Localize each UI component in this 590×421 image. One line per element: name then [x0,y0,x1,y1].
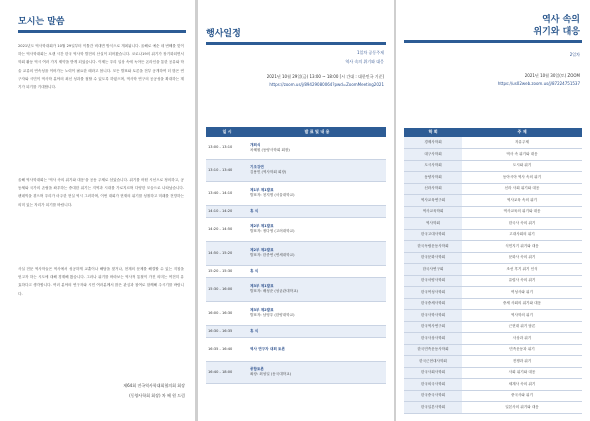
society-row [404,310,582,322]
topic-head: 주 제 [462,128,582,137]
schedule-presenter: 좌장: 최성일 (동국대학교) [250,372,292,376]
schedule-row [206,241,386,265]
society-topic: 한국사 속의 위기 [462,218,582,230]
greeting-paragraph-1: 2021년도 역사학대회가 10월 29일부터 이틀간 비대면 방식으로 개최됩니다. 올해로 예순 네 번째를 맞이하는 역사학대회는 오랜 시간 한국 역사학 발전의 산실이 되어왔습니다. 코로나19의 위기가 장기화되면서 학회 활동 역시 여러 가지 제약을 받게 되었습니다. 이제는 우리 일상 속에 녹아든 온라인을 통한 공유와 학술 교류의 연속성을 이어가는 노력이 필요한 때라고 봅니다. 모든 발표와 토론을 전부 공개하여 더 많은 연구자와 시민이 역사학 분야의 최신 성과를 접할 수 있도록 하였으며, 역사학 연구의 공공성을 확대하는 계기가 되기를 기대합니다. [18,44,184,90]
schedule-panel [198,0,394,421]
schedule-content [248,301,386,325]
schedule-row [206,159,386,181]
schedule-time: 13:40 - 14:10 [206,181,248,205]
society-topic: 고대사회의 위기 [462,229,582,241]
society-row [404,402,582,414]
schedule-content [248,325,386,337]
schedule-content [248,137,386,159]
schedule-title: 행사일정 [206,29,241,39]
society-topic: 조선 후기 위기 인식 [462,264,582,276]
schedule-time: 14:10 - 14:20 [206,205,248,217]
schedule-item: 제3부 제1발표 [250,284,274,289]
schedule-time: 14:50 - 15:20 [206,241,248,265]
day2-zoom-link[interactable]: https://us02web.zoom.us/j/87224751537 [497,81,580,86]
schedule-row [206,181,386,205]
schedule-row [206,205,386,217]
society-topic: 세계사 속의 위기 [462,379,582,391]
signature-line-1: 제64회 전국역사학대회협의회 회장 [123,383,185,388]
day2-label: 2일차 [569,52,580,57]
greeting-paragraph-2: 올해 역사학대회는 '역사 속의 위기와 대응'을 공동 주제로 삼았습니다. 위기를 어떤 시선으로 정의하고, 공동체와 국가의 존립을 좌우하는 중대한 위기는 지역과 시대를 가로지르며 다양한 모습으로 나타났습니다. 팬데믹을 겪으며 우리가 마주한 현실 역시 그러하며, 이번 대회가 현재의 위기를 성찰하고 미래를 전망하는 의미 있는 자리가 되기를 바랍니다. [18,178,184,207]
day2-divider [404,40,582,43]
society-topic: 근현대 위기 담론 [462,321,582,333]
society-topic: 일본사의 위기와 대응 [462,402,582,414]
schedule-content [248,241,386,265]
society-row [404,229,582,241]
society-topic: 중세 사회의 위기와 대응 [462,298,582,310]
society-name: 한국역사연구회 [404,321,462,333]
society-topic: 민족운동과 위기 [462,344,582,356]
schedule-item: 기조강연 [250,165,264,170]
society-name: 한국사학사학회 [404,310,462,322]
schedule-presenter: 발표자: 정다영 (고려대학교) [250,229,295,233]
society-name: 한국서양사학회 [404,275,462,287]
schedule-time: 16:40 - 18:00 [206,361,248,383]
society-topic: 식민지기 위기와 대응 [462,241,582,253]
society-topic: 문화사 속의 위기 [462,252,582,264]
schedule-time: 16:35 - 16:40 [206,337,248,361]
schedule-row [206,337,386,361]
society-topic: 역사 속 위기와 대응 [462,149,582,161]
society-name: 한국사연구회 [404,264,462,276]
society-name: 한국민족운동사학회 [404,344,462,356]
schedule-row [206,217,386,241]
society-topic: 신라 사회 위기와 대응 [462,183,582,195]
schedule-head-time: 일 시 [206,127,248,137]
society-row [404,379,582,391]
schedule-presenter: 발표자: 천지명 (서울대학교) [250,193,295,197]
society-name: 한국외국사학회 [404,379,462,391]
schedule-row [206,265,386,277]
schedule-content [248,265,386,277]
schedule-row [206,325,386,337]
schedule-time: 13:00 - 13:10 [206,137,248,159]
schedule-item: 종합토론 [250,367,264,372]
society-name: 한국독립운동사학회 [404,241,462,253]
schedule-time: 16:00 - 16:30 [206,301,248,325]
schedule-presenter: 발표자: 한종연 (연세대학교) [250,253,295,257]
society-table [404,128,582,414]
society-topic: 동아시아 역사 속의 위기 [462,172,582,184]
society-row [404,218,582,230]
schedule-presenter: 발표자: 남영우 (한양대학교) [250,313,295,317]
society-row [404,172,582,184]
society-name: 도시사학회 [404,160,462,172]
day1-label: 1일차 공동주제 [356,50,384,55]
society-head: 학 회 [404,128,462,137]
schedule-row [206,361,386,383]
greeting-paragraph-3: 사실 전문 역사학들은 역사에서 성공하게 교훈이나 해답을 찾거나, 현재의 문제를 해결할 수 있는 지침을 얻고자 하는 시도에 대해 경계해 왔습니다. 그러나 위기를 바라보는 역사적 통찰이 가진 의미는 여전히 유효하다고 생각합니다. 여러 분야의 연구자와 시민 여러분께서 많은 관심과 참여로 함께해 주시기를 바랍니다. [18,267,184,296]
society-row [404,183,582,195]
day2-title-line1: 역사 속의 [542,15,580,25]
schedule-item: 휴 식 [250,268,259,273]
society-row [404,356,582,368]
society-name: 역사교육연구회 [404,195,462,207]
society-topic: 역사교육의 위기와 대응 [462,206,582,218]
society-row [404,206,582,218]
society-topic: 유럽사 속의 위기 [462,275,582,287]
society-row [404,252,582,264]
society-topic: 도시와 위기 [462,160,582,172]
schedule-time: 16:30 - 16:35 [206,325,248,337]
society-row [404,333,582,345]
society-topic: 중국사와 위기 [462,390,582,402]
society-topic: 여성사와 위기 [462,287,582,299]
schedule-content [248,181,386,205]
society-name: 한국고대사학회 [404,229,462,241]
society-topic: 자유주제 [462,137,582,149]
schedule-item: 제3부 제2발표 [250,308,274,313]
schedule-content [248,159,386,181]
society-row [404,195,582,207]
society-row [404,344,582,356]
day2-title-line2: 위기와 대응 [533,27,580,37]
society-row [404,137,582,149]
society-name: 한국중세사학회 [404,298,462,310]
society-name: 한국근현대사학회 [404,356,462,368]
schedule-presenter: 김용민 (역사학회 회장) [250,170,287,174]
society-name: 동양사학회 [404,172,462,184]
schedule-presenter: 발표자: 배성준 (성균관대학교) [250,289,298,293]
title-divider [18,30,186,33]
schedule-item: 제1부 제1발표 [250,188,274,193]
schedule-row [206,277,386,301]
day1-date: 2021년 10월 29일(금) 13:00 ~ 18:00 [시 간대 : 대한민국 기준] [266,74,384,79]
society-name: 역사학회 [404,218,462,230]
schedule-time: 15:20 - 15:30 [206,265,248,277]
schedule-content [248,205,386,217]
signature-line-2: (동양사학회 회장) 차 혜 원 드림 [129,393,185,398]
society-row [404,275,582,287]
society-row [404,390,582,402]
schedule-item: 제2부 제1발표 [250,224,274,229]
greeting-title: 모시는 말씀 [18,17,65,27]
society-row [404,287,582,299]
society-row [404,321,582,333]
society-topic: 역사교육 속의 위기 [462,195,582,207]
schedule-item: 휴 식 [250,208,259,213]
schedule-presenter: 차혜원 (동양사학회 회장) [250,147,290,152]
schedule-divider [206,42,386,45]
schedule-content [248,361,386,383]
schedule-time: 13:10 - 13:40 [206,159,248,181]
society-row [404,367,582,379]
society-row [404,264,582,276]
schedule-item: 개회식 [250,143,261,148]
society-name: 한국사상사학회 [404,333,462,345]
society-name: 대구사학회 [404,149,462,161]
society-topic: 사회 위기와 대응 [462,367,582,379]
society-row [404,160,582,172]
greeting-panel [0,0,195,421]
schedule-content [248,277,386,301]
schedule-item: 역사 연구자 대회 토론 [250,346,285,351]
society-name: 한국사회사학회 [404,367,462,379]
society-row [404,298,582,310]
schedule-row [206,137,386,159]
society-name: 한국일본사학회 [404,402,462,414]
day1-theme: 역사 속의 위기와 대응 [345,59,384,64]
schedule-head-content: 발 표 및 내 용 [248,127,386,137]
day2-panel [396,0,590,421]
society-name: 경제사학회 [404,137,462,149]
day1-zoom-link[interactable]: https://zoom.us/j/89429080064?pwd=ZoomMeeting2021 [269,82,384,87]
schedule-time: 15:30 - 16:00 [206,277,248,301]
schedule-table [206,127,386,384]
society-name: 한국문화사학회 [404,252,462,264]
schedule-time: 14:20 - 14:50 [206,217,248,241]
schedule-content [248,337,386,361]
society-topic: 사상과 위기 [462,333,582,345]
society-name: 역사교육학회 [404,206,462,218]
society-name: 한국여성사학회 [404,287,462,299]
society-name: 한국중국사학회 [404,390,462,402]
society-topic: 전쟁과 위기 [462,356,582,368]
society-row [404,149,582,161]
society-row [404,241,582,253]
day2-date: 2021년 10월 30일(토) ZOOM [524,73,580,78]
schedule-item: 휴 식 [250,328,259,333]
society-topic: 역사학의 위기 [462,310,582,322]
society-name: 신라사학회 [404,183,462,195]
schedule-content [248,217,386,241]
schedule-item: 제2부 제2발표 [250,248,274,253]
schedule-row [206,301,386,325]
